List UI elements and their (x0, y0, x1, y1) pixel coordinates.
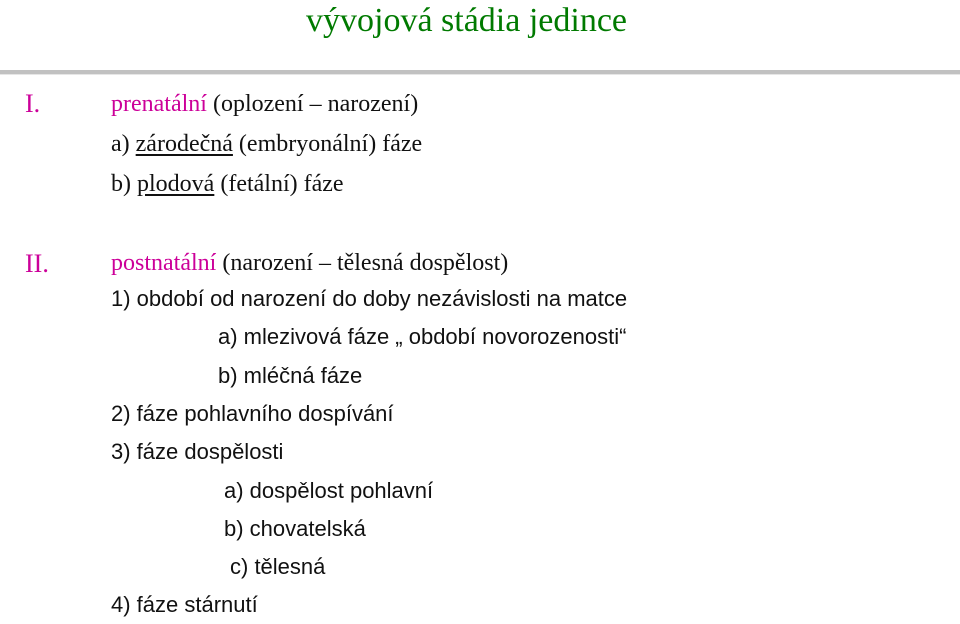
section-1-item-b-suffix: (fetální) fáze (214, 171, 344, 197)
slide-title: vývojová stádia jedince (306, 2, 628, 39)
section-2-line-3: b) mléčná fáze (218, 363, 363, 388)
section-1-item-b (111, 172, 344, 196)
section-1-item-b-prefix: b) (111, 171, 137, 197)
section-1-numeral: I. (25, 89, 41, 118)
section-2-line-2: a) mlezivová fáze „ období novorozenosti“ (218, 324, 627, 349)
section-1-item-a-suffix: (embryonální) fáze (232, 131, 423, 157)
section-1-item-b-term: plodová (137, 171, 215, 197)
section-1-heading (111, 92, 418, 116)
section-2-line-4: 2) fáze pohlavního dospívání (111, 401, 394, 426)
section-2-line-1: 1) období od narození do doby nezávislosti na matce (111, 286, 628, 311)
section-1-term: prenatální (111, 91, 207, 117)
section-2-range: (narození – tělesná dospělost) (216, 250, 509, 276)
section-2-line-7: b) chovatelská (224, 516, 366, 541)
section-2-numeral: II. (25, 249, 49, 278)
section-2-line-8: c) tělesná (230, 554, 326, 579)
section-2-line-9: 4) fáze stárnutí (111, 592, 258, 617)
title-bar (0, 0, 960, 70)
section-2-heading (111, 251, 508, 275)
section-2-line-5: 3) fáze dospělosti (111, 439, 284, 464)
section-1-range: (oplození – narození) (206, 91, 419, 117)
section-1-item-a-prefix: a) (111, 131, 136, 157)
title-divider (0, 70, 960, 74)
section-2-term: postnatální (111, 250, 217, 276)
section-1-item-a (111, 132, 422, 156)
section-2-line-6: a) dospělost pohlavní (224, 478, 434, 503)
section-1-item-a-term: zárodečná (135, 131, 233, 157)
